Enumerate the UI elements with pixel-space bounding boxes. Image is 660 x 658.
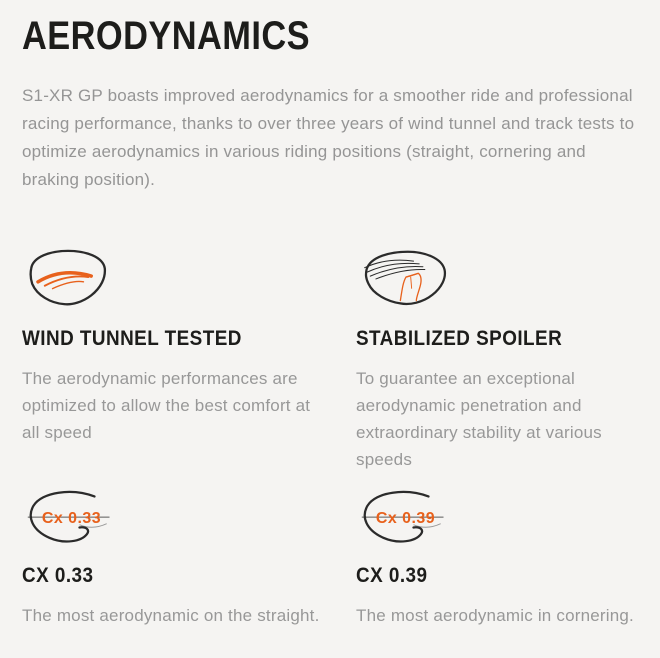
cx-value-label: Cx 0.33: [41, 509, 102, 527]
helmet-cx-icon: [356, 488, 638, 548]
feature-description: The most aerodynamic on the straight.: [22, 606, 320, 625]
feature-stabilized-spoiler: [356, 247, 638, 473]
feature-description: The most aerodynamic in cornering.: [356, 606, 634, 625]
feature-title: CX 0.39: [356, 564, 428, 587]
intro-paragraph: S1-XR GP boasts improved aerodynamics for a smoother ride and professional racing performance, thanks to over three years of wind tunnel and track tests to optimize aerodynamics in various riding positions (straight, cornering and braking position).: [22, 86, 635, 189]
feature-title: STABILIZED SPOILER: [356, 327, 563, 350]
feature-title: CX 0.33: [22, 564, 94, 587]
feature-grid: [22, 247, 638, 629]
feature-cx-straight: [22, 488, 356, 629]
helmet-airflow-icon: [22, 247, 356, 307]
feature-wind-tunnel: [22, 247, 356, 473]
feature-title: WIND TUNNEL TESTED: [22, 327, 242, 350]
feature-description: To guarantee an exceptional aerodynamic penetration and extraordinary stability at various speeds: [356, 369, 602, 469]
helmet-spoiler-icon: [356, 247, 638, 307]
helmet-cx-icon: [22, 488, 356, 548]
page-title: AERODYNAMICS: [22, 14, 311, 58]
feature-cx-cornering: [356, 488, 638, 629]
feature-description: The aerodynamic performances are optimized to allow the best comfort at all speed: [22, 369, 311, 442]
cx-value-label: Cx 0.39: [375, 509, 436, 527]
